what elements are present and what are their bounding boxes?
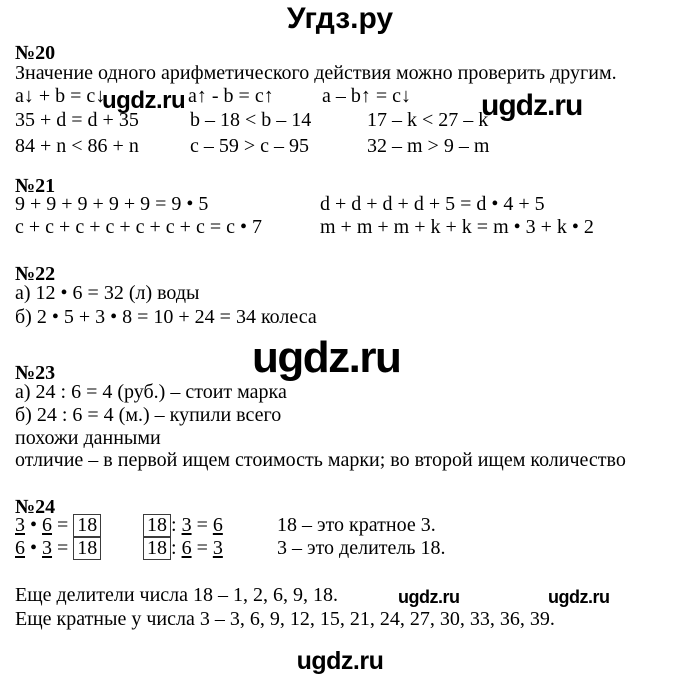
quotient: 3 — [212, 537, 223, 559]
boxed-result: 18 — [73, 537, 101, 560]
eq-20-r2-c1: 35 + d = d + 35 — [15, 109, 139, 131]
boxed-result: 18 — [73, 514, 101, 537]
eq-21-r2-c1: c + c + c + c + c + c + c = c • 7 — [15, 216, 262, 238]
boxed-dividend: 18 — [143, 514, 171, 537]
eq-21-r2-c2: m + m + m + k + k = m • 3 + k • 2 — [320, 216, 594, 238]
factor: 6 — [15, 537, 25, 559]
eq-20-r2-c3: 17 – k < 27 – k — [367, 109, 489, 131]
site-title: Угдз.ру — [286, 2, 394, 35]
watermark-inline: ugdz.ru — [102, 87, 186, 114]
section-20-intro: Значение одного арифметического действия можно проверить другим. — [15, 62, 617, 84]
equals-sign: = — [52, 514, 74, 536]
note-24-r1: 18 – это кратное 3. — [277, 514, 436, 536]
answer-23-b: б) 24 : 6 = 4 (м.) – купили всего — [15, 404, 282, 426]
quotient: 6 — [212, 514, 223, 536]
factor: 6 — [42, 514, 53, 536]
eq-24-r1-c1 — [15, 514, 101, 537]
section-22-number: №22 — [15, 263, 56, 285]
eq-24-r2-c2 — [143, 537, 223, 560]
eq-24-r2-c1 — [15, 537, 101, 560]
divisors-line: Еще делители числа 18 – 1, 2, 6, 9, 18. — [15, 584, 339, 606]
eq-20-r3-c3: 32 – m > 9 – m — [367, 135, 490, 157]
section-24-number: №24 — [15, 496, 56, 518]
eq-20-r2-c2: b – 18 < b – 14 — [190, 109, 312, 131]
answer-23-a: а) 24 : 6 = 4 (руб.) – стоит марка — [15, 381, 287, 403]
eq-21-r1-c1: 9 + 9 + 9 + 9 + 9 = 9 • 5 — [15, 193, 209, 215]
watermark-top-right: ugdz.ru — [481, 89, 583, 122]
factor: 3 — [42, 537, 53, 559]
section-23-number: №23 — [15, 362, 56, 384]
colon-sign: : — [171, 537, 182, 559]
times-sign: • — [25, 537, 43, 559]
equals-sign: = — [191, 514, 213, 536]
colon-sign: : — [171, 514, 182, 536]
answer-22-b: б) 2 • 5 + 3 • 8 = 10 + 24 = 34 колеса — [15, 306, 317, 328]
equals-sign: = — [52, 537, 74, 559]
divisor: 6 — [181, 537, 192, 559]
multiples-line: Еще кратные у числа 3 – 3, 6, 9, 12, 15, 21, 24, 27, 30, 33, 36, 39. — [15, 608, 555, 630]
watermark-small-2: ugdz.ru — [548, 587, 610, 607]
note-24-r2: 3 – это делитель 18. — [277, 537, 446, 559]
section-21-number: №21 — [15, 175, 56, 197]
divisor: 3 — [181, 514, 192, 536]
eq-20-r3-c1: 84 + n < 86 + n — [15, 135, 139, 157]
section-20-number: №20 — [15, 42, 56, 64]
answer-23-similar: похожи данными — [15, 427, 161, 449]
eq-24-r1-c2 — [143, 514, 223, 537]
watermark-middle: ugdz.ru — [252, 333, 401, 382]
watermark-small-1: ugdz.ru — [398, 587, 460, 607]
equals-sign: = — [191, 537, 213, 559]
watermark-bottom: ugdz.ru — [296, 647, 384, 675]
answer-23-difference: отличие – в первой ищем стоимость марки; во второй ищем количество — [15, 449, 626, 471]
times-sign: • — [25, 514, 43, 536]
eq-20-r1-c3: a – b↑ = c↓ — [322, 85, 412, 107]
eq-20-r3-c2: c – 59 > c – 95 — [190, 135, 310, 157]
eq-21-r1-c2: d + d + d + d + 5 = d • 4 + 5 — [320, 193, 545, 215]
boxed-dividend: 18 — [143, 537, 171, 560]
answer-22-a: а) 12 • 6 = 32 (л) воды — [15, 282, 200, 304]
eq-20-r1-c2: a↑ - b = c↑ — [188, 85, 274, 107]
eq-20-r1-c1: a↓ + b = c↓ — [15, 85, 106, 107]
factor: 3 — [15, 514, 25, 536]
